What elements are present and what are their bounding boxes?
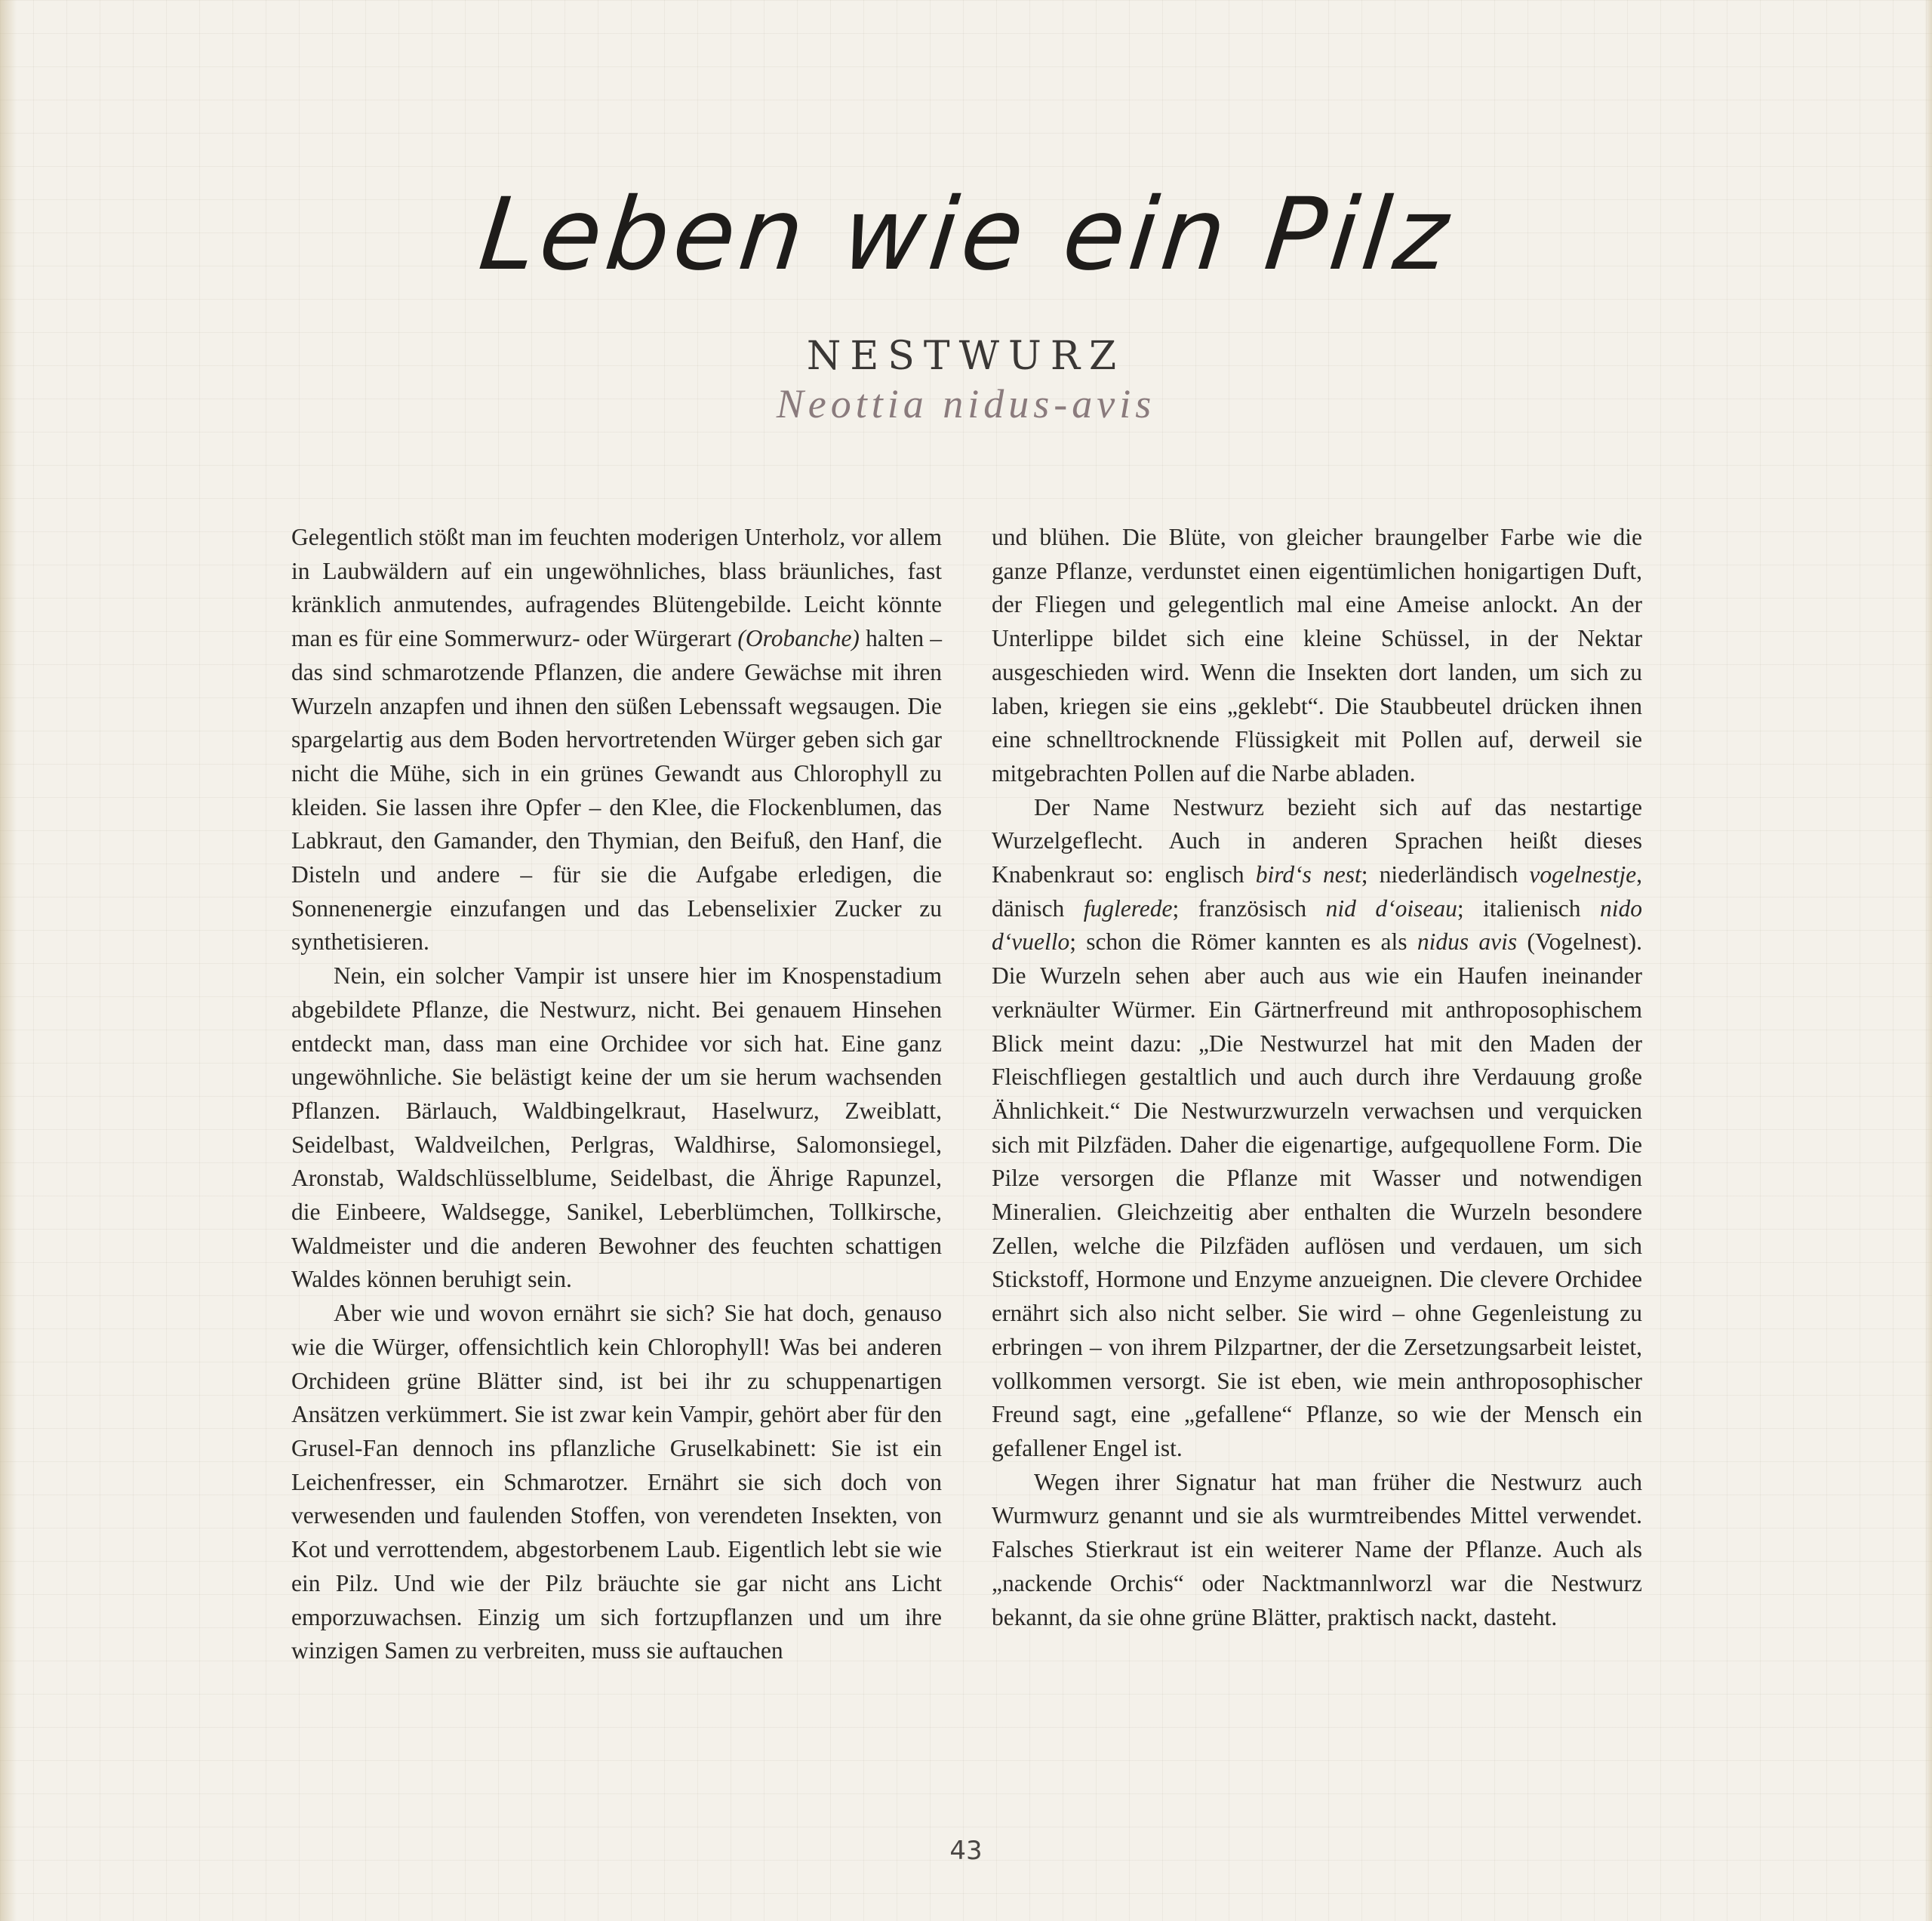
paragraph: Wegen ihrer Signatur hat man früher die Nestwurz auch Wurmwurz genannt und sie als wurmtreibendes Mittel verwendet. Falsches Stierkraut ist ein weiterer Name der Pflanze. Auch als „nackende Orchis“ oder Nacktmannlworzl war die Nestwurz bekannt, da sie ohne grüne Blätter, praktisch nackt, dasteht. [992,1468,1642,1630]
page-title: Leben wie ein Pilz [474,177,1458,293]
italic-term: fuglerede [1083,894,1173,922]
italic-term: nid d‘oiseau [1325,894,1457,922]
latin-name: Neottia nidus-avis [776,381,1156,426]
text-column-right [992,521,1642,1634]
paragraph: Aber wie und wovon ernährt sie sich? Sie hat doch, genauso wie die Würger, offensichtlich kein Chlorophyll! Was bei anderen Orchideen grüne Blätter sind, ist bei ihr zu schuppenartigen Ansätzen verkümmert. Sie ist zwar kein Vampir, gehört aber für den Grusel-Fan dennoch ins pflanzliche Gruselkabinett: Sie ist ein Leichenfresser, ein Schmarotzer. Ernährt sie sich doch von verwesenden und faulenden Stoffen, von verendeten Insekten, von Kot und verrottendem, abgestorbenem Laub. Eigentlich lebt sie wie ein Pilz. Und wie der Pilz bräuchte sie gar nicht ans Licht emporzuwachsen. Einzig um sich fortzupflanzen und um ihre winzigen Samen zu verbreiten, muss sie auftauchen [291,1300,942,1664]
text-run: ; französisch [1172,894,1326,922]
text-run: ; italienisch [1457,894,1600,922]
plant-name: NESTWURZ [806,334,1126,379]
text-run: Der Name Nestwurz bezieht sich auf das nestartige Wurzelgeflecht. Auch in anderen Sprachen heißt dieses Knabenkraut so: englisch [992,793,1642,888]
text-run: ; niederländisch [1361,861,1530,888]
italic-term: (Orobanche) [737,625,860,652]
page-edge-left [0,0,17,1921]
italic-term: vogelnestje [1529,861,1637,888]
paragraph [992,791,1642,1466]
page-number: 43 [949,1836,983,1866]
text-column-left [291,521,942,1668]
italic-term: nidus avis [1417,928,1518,956]
paragraph: Nein, ein solcher Vampir ist unsere hier im Knospenstadium abgebildete Pflanze, die Nestwurz, nicht. Bei genauem Hinsehen entdeckt man, dass man eine Orchidee vor sich hat. Eine ganz ungewöhnliche. Sie belästigt keine der um sie herum wachsenden Pflanzen. Bärlauch, Waldbingelkraut, Haselwurz, Zweiblatt, Seidelbast, Waldveilchen, Perlgras, Waldhirse, Salomonsiegel, Aronstab, Waldschlüsselblume, Seidelbast, die Ährige Rapunzel, die Einbeere, Waldsegge, Sanikel, Leberblümchen, Tollkirsche, Waldmeister und die anderen Bewohner des feuchten schattigen Waldes können beruhigt sein. [291,962,942,1293]
paragraph [291,521,942,959]
paragraph: und blühen. Die Blüte, von gleicher braungelber Farbe wie die ganze Pflanze, verdunstet einen eigentümlichen honigartigen Duft, der Fliegen und gelegentlich mal eine Ameise anlockt. An der Unterlippe bildet sich eine kleine Schüssel, in der Nektar ausgeschieden wird. Wenn die Insekten dort landen, um sich zu laben, kriegen sie eins „geklebt“. Die Staubbeutel drücken ihnen eine schnelltrocknende Flüssigkeit mit Pollen auf, derweil sie mitgebrachten Pollen auf die Narbe abladen. [992,524,1642,787]
text-run: (Vogelnest). Die Wurzeln sehen aber auch aus wie ein Haufen ineinander verknäulter Würmer. Ein Gärtnerfreund mit anthroposophischem Blick meint dazu: „Die Nestwurzel hat mit den Maden der Fleischfliegen gestaltlich und auch durch ihre Verdauung große Ähnlichkeit.“ Die Nestwurzwurzeln verwachsen und verquicken sich mit Pilzfäden. Daher die eigenartige, aufgequollene Form. Die Pilze versorgen die Pflanze mit Wasser und notwendigen Mineralien. Gleichzeitig aber enthalten die Wurzeln besondere Zellen, welche die Pilzfäden auflösen und verdauen, um sich Stickstoff, Hormone und Enzyme anzueignen. Die clevere Orchidee ernährt sich also nicht selber. Sie wird – ohne Gegenleistung zu erbringen – von ihrem Pilzpartner, der die Zersetzungsarbeit leistet, vollkommen versorgt. Sie ist eben, wie mein anthroposophischer Freund sagt, eine „gefallene“ Pflanze, so wie der Mensch ein gefallener Engel ist. [992,928,1642,1461]
text-run: , dänisch [992,861,1642,922]
text-run: Gelegentlich stößt man im feuchten moderigen Unterholz, vor allem in Laubwäldern auf ein ungewöhnliches, blass bräunliches, fast kränklich anmutendes, aufragendes Blütengebilde. Leicht könnte man es für eine Sommerwurz- oder Würgerart [291,524,942,652]
italic-term: nido d‘vuello [992,894,1643,956]
text-run: ; schon die Römer kannten es als [1069,928,1417,956]
italic-term: bird‘s nest [1255,861,1361,888]
page-edge-right [1924,0,1932,1921]
text-run: halten – das sind schmarotzende Pflanzen, die andere Gewächse mit ihren Wurzeln anzapfen und ihnen den süßen Lebenssaft wegsaugen. Die spargelartig aus dem Boden hervortretenden Würger geben sich gar nicht die Mühe, sich in ein grünes Gewandt aus Chlorophyll zu kleiden. Sie lassen ihre Opfer – den Klee, die Flockenblumen, das Labkraut, den Gamander, den Thymian, den Beifuß, den Hanf, die Disteln und andere – für sie die Aufgabe erledigen, die Sonnenenergie einzufangen und das Lebenselixier Zucker zu synthetisieren. [291,625,942,956]
